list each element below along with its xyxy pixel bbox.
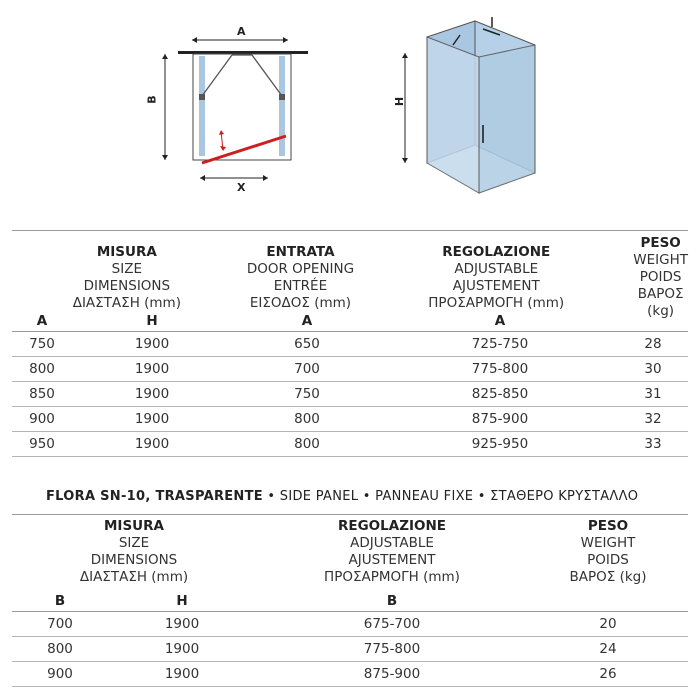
table-header-row bbox=[12, 515, 688, 591]
header-adjustable: REGOLAZIONE ADJUSTABLE AJUSTEMENT ΠΡΟΣΑΡΜΟΓΗ (mm) bbox=[324, 518, 460, 585]
subheader-b: B bbox=[54, 592, 66, 609]
table-row: 850 1900 750 825-850 31 bbox=[12, 382, 688, 407]
subheader-h: H bbox=[176, 592, 188, 609]
subheader-a: A bbox=[36, 312, 48, 329]
dimension-label-h: H bbox=[393, 96, 407, 107]
header-size: MISURA SIZE DIMENSIONS ΔΙΑΣΤΑΣΗ (mm) bbox=[72, 243, 181, 311]
dimension-label-b: B bbox=[145, 95, 159, 104]
subheader-weight bbox=[528, 590, 688, 612]
table-row: 900 1900 800 875-900 32 bbox=[12, 407, 688, 432]
subheader-row bbox=[12, 310, 688, 332]
dimension-label-x: X bbox=[237, 181, 246, 194]
table-row: 750 1900 650 725-750 28 bbox=[12, 332, 688, 357]
subheader-a-door: A bbox=[301, 312, 313, 329]
subheader-h: H bbox=[146, 312, 158, 329]
plan-view-diagram bbox=[140, 20, 320, 200]
product-description: • SIDE PANEL • PANNEAU FIXE • ΣΤΑΘΕΡΟ ΚΡΥΣΤΑΛΛΟ bbox=[267, 489, 639, 504]
side-panel-spec-table bbox=[12, 514, 688, 687]
table-row: 800 1900 775-800 24 bbox=[12, 637, 688, 662]
table-row: 900 1900 875-900 26 bbox=[12, 662, 688, 687]
header-door-opening: ENTRATA DOOR OPENING ENTRÉE ΕΙΣΟΔΟΣ (mm) bbox=[246, 243, 355, 311]
header-adjustable: REGOLAZIONE ADJUSTABLE AJUSTEMENT ΠΡΟΣΑΡΜΟΓΗ (mm) bbox=[428, 243, 565, 311]
product-name: FLORA SN-10, TRASPARENTE bbox=[46, 489, 263, 504]
perspective-view-diagram bbox=[395, 15, 555, 200]
subheader-weight bbox=[618, 310, 688, 332]
subheader-row bbox=[12, 590, 688, 612]
header-size: MISURA SIZE DIMENSIONS ΔΙΑΣΤΑΣΗ (mm) bbox=[79, 518, 189, 585]
side-panel-title bbox=[46, 489, 638, 504]
table-row: 700 1900 675-700 20 bbox=[12, 612, 688, 637]
table-row: 950 1900 800 925-950 33 bbox=[12, 432, 688, 457]
header-weight: PESO WEIGHT POIDS ΒΑΡΟΣ (kg) bbox=[569, 518, 647, 585]
door-spec-table-body bbox=[12, 310, 688, 457]
subheader-b-adjust: B bbox=[386, 592, 398, 609]
table-row: 800 1900 700 775-800 30 bbox=[12, 357, 688, 382]
header-weight: PESO WEIGHT POIDS ΒΑΡΟΣ (kg) bbox=[633, 235, 688, 319]
subheader-a-adjust: A bbox=[494, 312, 506, 329]
dimension-label-a: A bbox=[237, 25, 246, 38]
